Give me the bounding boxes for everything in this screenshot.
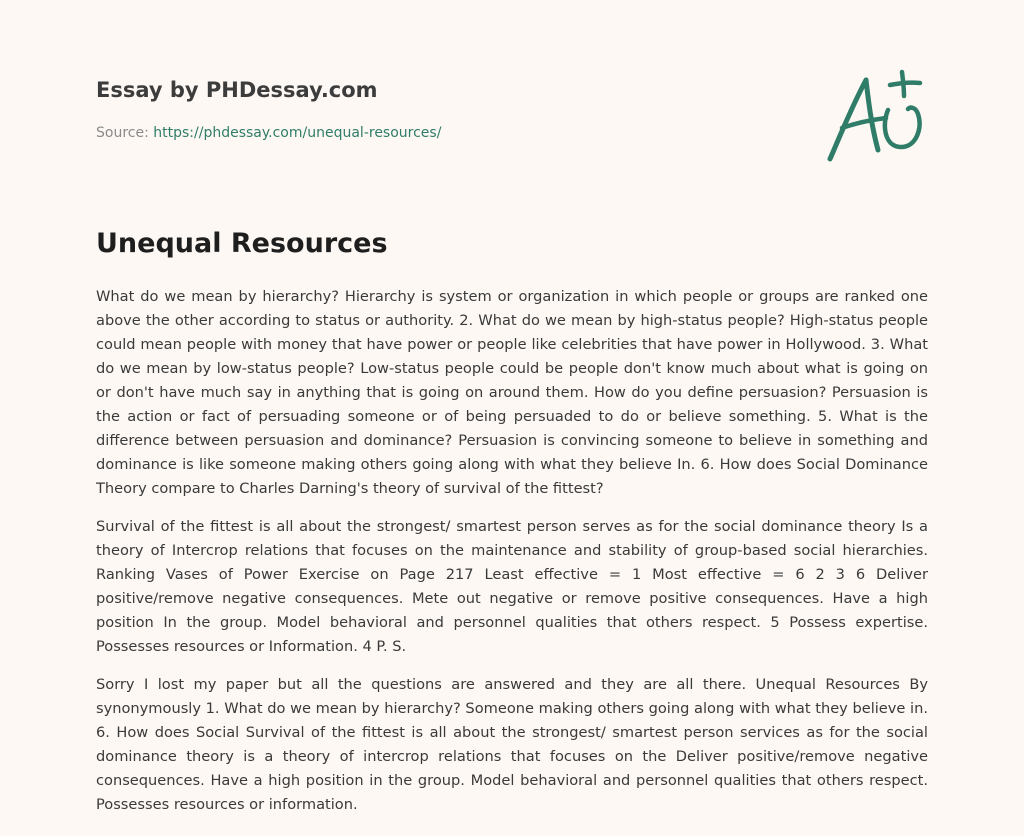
paragraph: Sorry I lost my paper but all the questions are answered and they are all there. Unequal Resources By synonymously 1. What do we mean by hierarchy? Someone making others going along with what they believe in. 6. How does Social Survival of the fittest is all about the strongest/ smartest person services as for the social dominance theory is a theory of intercrop relations that focuses on the Deliver positive/remove negative consequences. Have a high position in the group. Model behavioral and personnel qualities that others respect. Possesses resources or information. bbox=[96, 676, 928, 813]
article-body bbox=[96, 285, 928, 831]
a-plus-grade-icon bbox=[822, 66, 930, 166]
paragraph: What do we mean by hierarchy? Hierarchy is system or organization in which people or groups are ranked one above the other according to status or authority. 2. What do we mean by high-status people? High-status people could mean people with money that have power or people like celebrities that have power in Hollywood. 3. What do we mean by low-status people? Low-status people could be people don't know much about what is going on or don't have much say in anything that is going on around them. How do you define persuasion? Persuasion is the action or fact of persuading someone or of being persuaded to do or believe something. 5. What is the difference between persuasion and dominance? Persuasion is convincing someone to believe in something and dominance is like someone making others going along with what they believe In. 6. How does Social Dominance Theory compare to Charles Darning's theory of survival of the fittest? bbox=[96, 288, 928, 497]
source-label: Source: bbox=[96, 125, 149, 141]
source-link[interactable]: https://phdessay.com/unequal-resources/ bbox=[153, 125, 442, 141]
article-title: Unequal Resources bbox=[96, 228, 388, 259]
paragraph: Survival of the fittest is all about the strongest/ smartest person serves as for the social dominance theory Is a theory of Intercrop relations that focuses on the maintenance and stability of group-based social hierarchies. Ranking Vases of Power Exercise on Page 217 Least effective = 1 Most effective = 6 2 3 6 Deliver positive/remove negative consequences. Mete out negative or remove positive consequences. Have a high position In the group. Model behavioral and personnel qualities that others respect. 5 Possess expertise. Possesses resources or Information. 4 P. S. bbox=[96, 518, 928, 655]
source-line bbox=[96, 124, 441, 142]
site-brand: Essay by PHDessay.com bbox=[96, 78, 378, 102]
